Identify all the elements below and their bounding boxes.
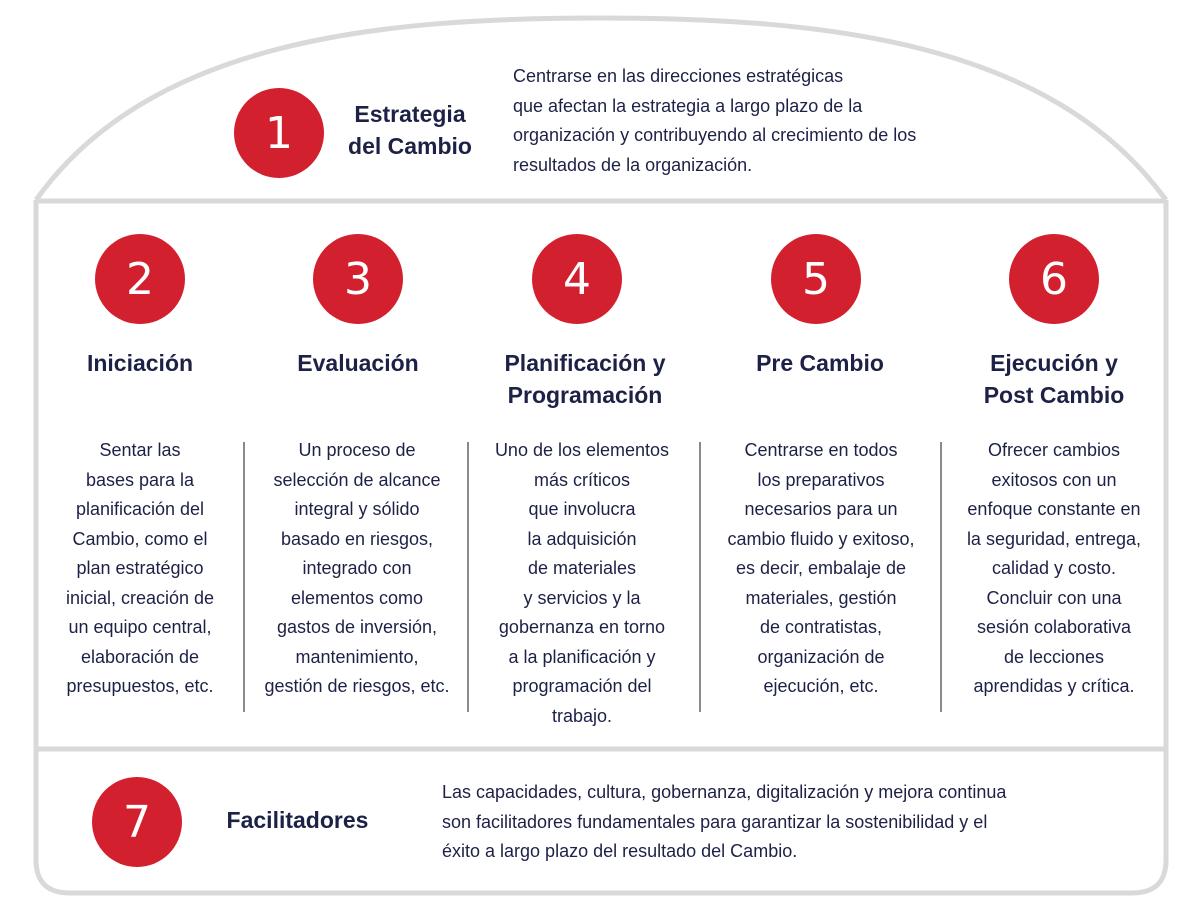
strategy-title bbox=[330, 98, 490, 162]
step-6-description: Ofrecer cambios exitosos con un enfoque constante en la seguridad, entrega, calidad y costo. Concluir con una sesión colaborativa de lecciones aprendidas y crítica. bbox=[966, 440, 1142, 696]
strategy-title-line2: del Cambio bbox=[348, 133, 472, 159]
enablers-title: Facilitadores bbox=[226, 807, 369, 833]
step-1-number-badge: 1 bbox=[234, 88, 324, 178]
strategy-title-line1: Estrategia bbox=[354, 101, 466, 127]
step-6-number-badge: 6 bbox=[1009, 234, 1099, 324]
step-5-title: Pre Cambio bbox=[756, 350, 884, 376]
step-3-description: Un proceso de selección de alcance integral y sólido basado en riesgos, integrado con elementos como gastos de inversión, mantenimiento, gestión de riesgos, etc. bbox=[264, 440, 450, 696]
step-4-title: Planificación y Programación bbox=[504, 350, 666, 408]
step-2-number-badge: 2 bbox=[95, 234, 185, 324]
column-separator bbox=[699, 442, 701, 712]
step-4-number-badge: 4 bbox=[532, 234, 622, 324]
column-separator bbox=[940, 442, 942, 712]
step-6-title: Ejecución y Post Cambio bbox=[983, 350, 1125, 408]
step-7-number-badge: 7 bbox=[92, 777, 182, 867]
step-3-number-badge: 3 bbox=[313, 234, 403, 324]
step-5-number-badge: 5 bbox=[771, 234, 861, 324]
step-4-description: Uno de los elementos más críticos que involucra la adquisición de materiales y servicios y la gobernanza en torno a la planificación y programación del trabajo. bbox=[494, 440, 670, 726]
step-3-title: Evaluación bbox=[297, 350, 419, 376]
strategy-description: Centrarse en las direcciones estratégicas que afectan la estrategia a largo plazo de la organización y contribuyendo al crecimiento de los resultados de la organización. bbox=[513, 66, 917, 175]
step-5-description: Centrarse en todos los preparativos necesarios para un cambio fluido y exitoso, es decir, embalaje de materiales, gestión de contratistas, organización de ejecución, etc. bbox=[727, 440, 915, 696]
enablers-description: Las capacidades, cultura, gobernanza, digitalización y mejora continua son facilitadores fundamentales para garantizar la sostenibilidad y el éxito a largo plazo del resultado del Cambio. bbox=[442, 782, 1007, 861]
column-separator bbox=[243, 442, 245, 712]
step-2-title: Iniciación bbox=[86, 350, 194, 376]
column-separator bbox=[467, 442, 469, 712]
step-2-description: Sentar las bases para la planificación del Cambio, como el plan estratégico inicial, creación de un equipo central, elaboración de presupuestos, etc. bbox=[65, 440, 215, 696]
